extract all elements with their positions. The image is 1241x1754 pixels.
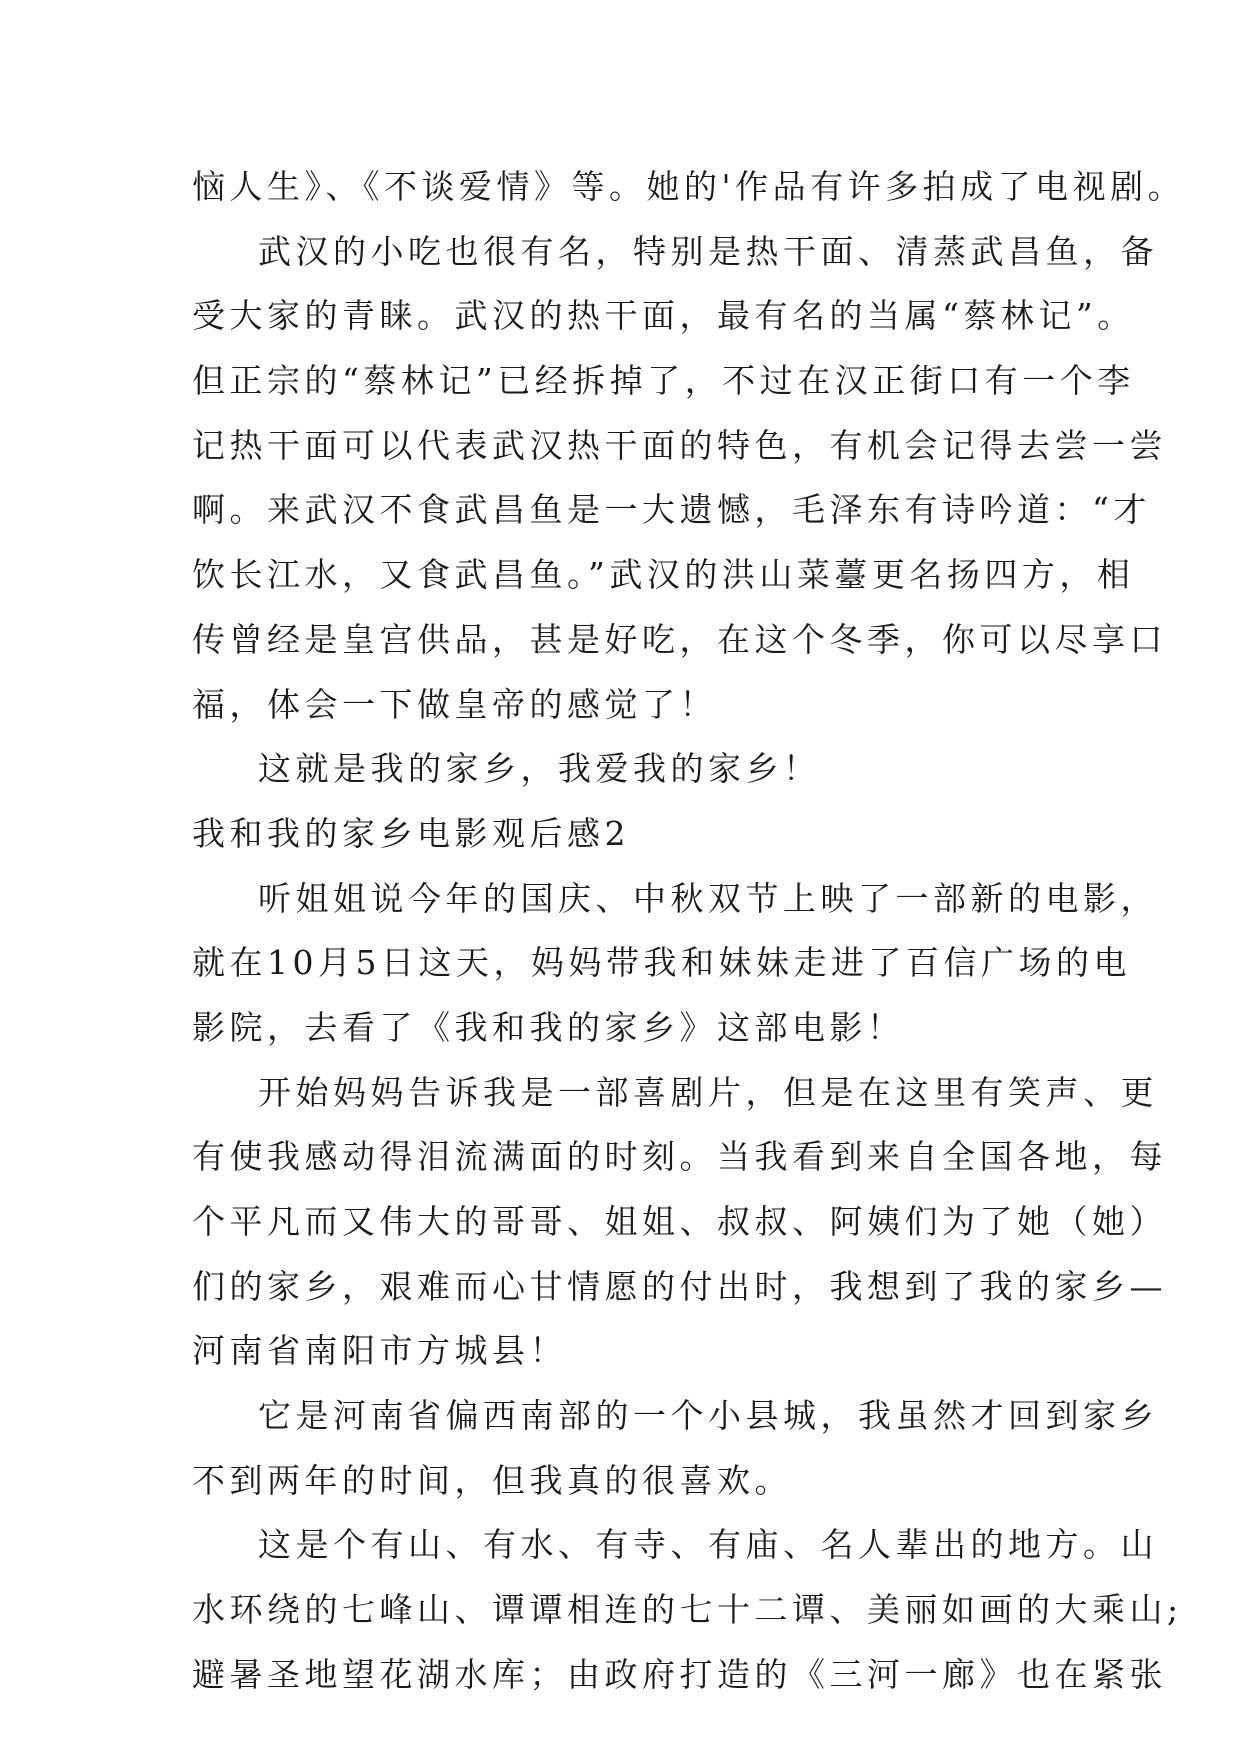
paragraph-first-line: 武汉的小吃也很有名，特别是热干面、清蒸武昌鱼，备 (258, 231, 1158, 271)
text-line: 有使我感动得泪流满面的时刻。当我看到来自全国各地，每 (192, 1137, 1167, 1177)
text-line: 们的家乡，艰难而心甘情愿的付出时，我想到了我的家乡— (192, 1266, 1167, 1306)
paragraph-first-line: 它是河南省偏西南部的一个小县城，我虽然才回到家乡 (258, 1396, 1158, 1436)
text-line: 福，体会一下做皇帝的感觉了！ (192, 684, 717, 724)
paragraph-first-line: 这是个有山、有水、有寺、有庙、名人辈出的地方。山 (258, 1525, 1158, 1565)
text-line: 就在10月5日这天，妈妈带我和妹妹走进了百信广场的电 (192, 943, 1131, 983)
text-line: 不到两年的时间，但我真的很喜欢。 (192, 1460, 792, 1500)
text-line: 记热干面可以代表武汉热干面的特色，有机会记得去尝一尝 (192, 425, 1167, 465)
text-line: 恼人生》、《不谈爱情》等。她的'作品有许多拍成了电视剧。 (192, 167, 1186, 206)
text-line: 但正宗的“蔡林记”已经拆掉了，不过在汉正街口有一个李 (192, 361, 1135, 401)
section-heading: 我和我的家乡电影观后感2 (192, 813, 630, 853)
text-line: 传曾经是皇宫供品，甚是好吃，在这个冬季，你可以尽享口 (192, 619, 1167, 659)
paragraph-first-line: 开始妈妈告诉我是一部喜剧片，但是在这里有笑声、更 (258, 1072, 1158, 1112)
text-line: 河南省南阳市方城县！ (192, 1331, 567, 1371)
text-line: 受大家的青睐。武汉的热干面，最有名的当属“蔡林记”。 (192, 296, 1135, 336)
text-line: 饮长江水，又食武昌鱼。”武汉的洪山菜薹更名扬四方，相 (192, 555, 1135, 595)
body-text (192, 155, 1186, 1708)
text-line: 避暑圣地望花湖水库；由政府打造的《三河一廊》也在紧张 (192, 1654, 1167, 1694)
text-line: 个平凡而又伟大的哥哥、姐姐、叔叔、阿姨们为了她（她） (192, 1202, 1167, 1241)
text-line: 水环绕的七峰山、谭谭相连的七十二谭、美丽如画的大乘山; (192, 1590, 1183, 1630)
text-line: 影院，去看了《我和我的家乡》这部电影！ (192, 1007, 905, 1047)
paragraph-first-line: 听姐姐说今年的国庆、中秋双节上映了一部新的电影， (258, 878, 1158, 918)
paragraph-first-line: 这就是我的家乡，我爱我的家乡！ (258, 749, 821, 789)
text-line: 啊。来武汉不食武昌鱼是一大遗憾，毛泽东有诗吟道：“才 (192, 490, 1151, 530)
